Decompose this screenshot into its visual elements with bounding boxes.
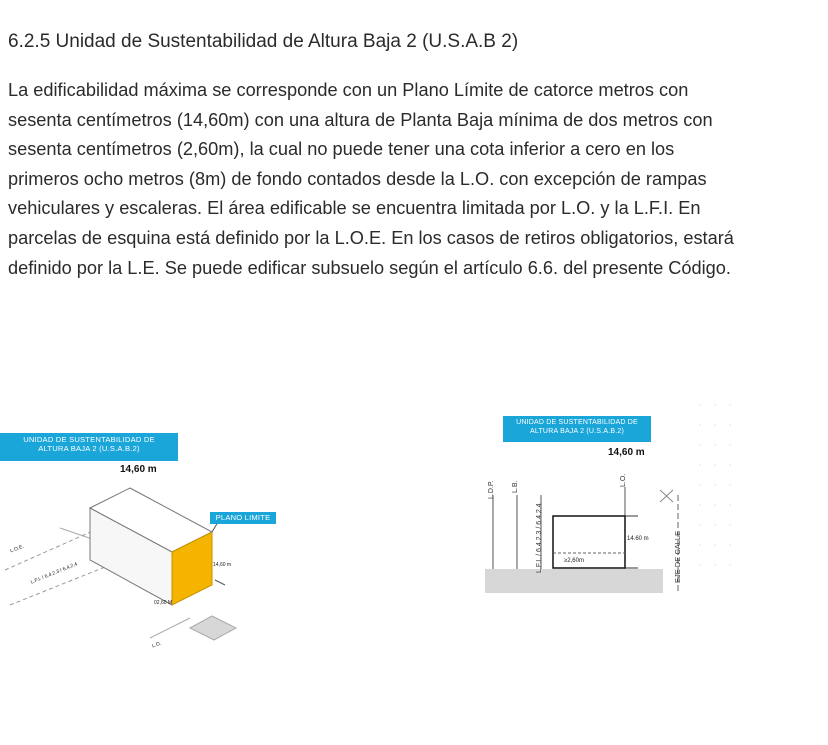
ground-line [150,618,190,638]
lo-label: L.O. [151,640,163,650]
isometric-figure [0,400,300,680]
figure-banner [0,433,178,461]
paragraph-line: parcelas de esquina está definido por la L.O.E. En los casos de retiros obligatorios, estará [8,227,734,248]
lfi-label: L.F.I. / 6.4.2.3 / 6.4.2.4 [536,503,543,573]
ground-strip [485,569,663,593]
body-paragraph [8,76,820,283]
banner-line: UNIDAD DE SUSTENTABILIDAD DE [23,435,155,444]
ground-height-label: 02,60 M [154,600,173,606]
pb-height-label: ≥2,60m [564,558,584,564]
eje-label: EJE DE CALLE [673,530,682,583]
plano-label-text: PLANO LIMITE [215,513,271,522]
plano-limite-label [210,512,276,524]
section-figure [470,395,828,605]
lfi-label: L.F.I. / 6.4.2.3 / 6.4.2.4 [30,561,79,586]
paragraph-line: La edificabilidad máxima se corresponde con un Plano Límite de catorce metros con [8,80,689,100]
loe-label: L.O.E. [9,543,25,555]
paragraph-line: definido por la L.E. Se puede edificar subsuelo según el artículo 6.6. del presente Código. [8,257,731,278]
banner-line: ALTURA BAJA 2 (U.S.A.B.2) [38,444,140,453]
base-slab [190,616,236,640]
section-heading: 6.2.5 Unidad de Sustentabilidad de Altura Baja 2 (U.S.A.B 2) [8,31,519,52]
paragraph-line: sesenta centímetros (2,60m), la cual no puede tener una cota inferior a cero en los [8,139,675,160]
lo-label: L.O. [620,473,627,487]
banner-line: ALTURA BAJA 2 (U.S.A.B.2) [530,428,624,435]
paragraph-line: primeros ocho metros (8m) de fondo contados desde la L.O. con excepción de rampas [8,168,707,189]
top-dimension-label: 14,60 m [608,447,645,458]
paragraph-line: sesenta centímetros (14,60m) con una altura de Planta Baja mínima de dos metros con [8,109,713,130]
paragraph-line: vehiculares y escaleras. El área edificable se encuentra limitada por L.O. y la L.F.I. En [8,198,701,219]
lb-label: L.B. [512,480,519,493]
height-label: 14,60 m [213,562,232,568]
banner-line: UNIDAD DE SUSTENTABILIDAD DE [516,419,638,426]
background-dots [699,404,731,566]
top-dimension-label: 14,60 m [120,464,157,475]
figure-banner [503,416,651,442]
height-label: 14.60 m [627,536,649,542]
ldp-label: L.D.P. [488,480,495,499]
